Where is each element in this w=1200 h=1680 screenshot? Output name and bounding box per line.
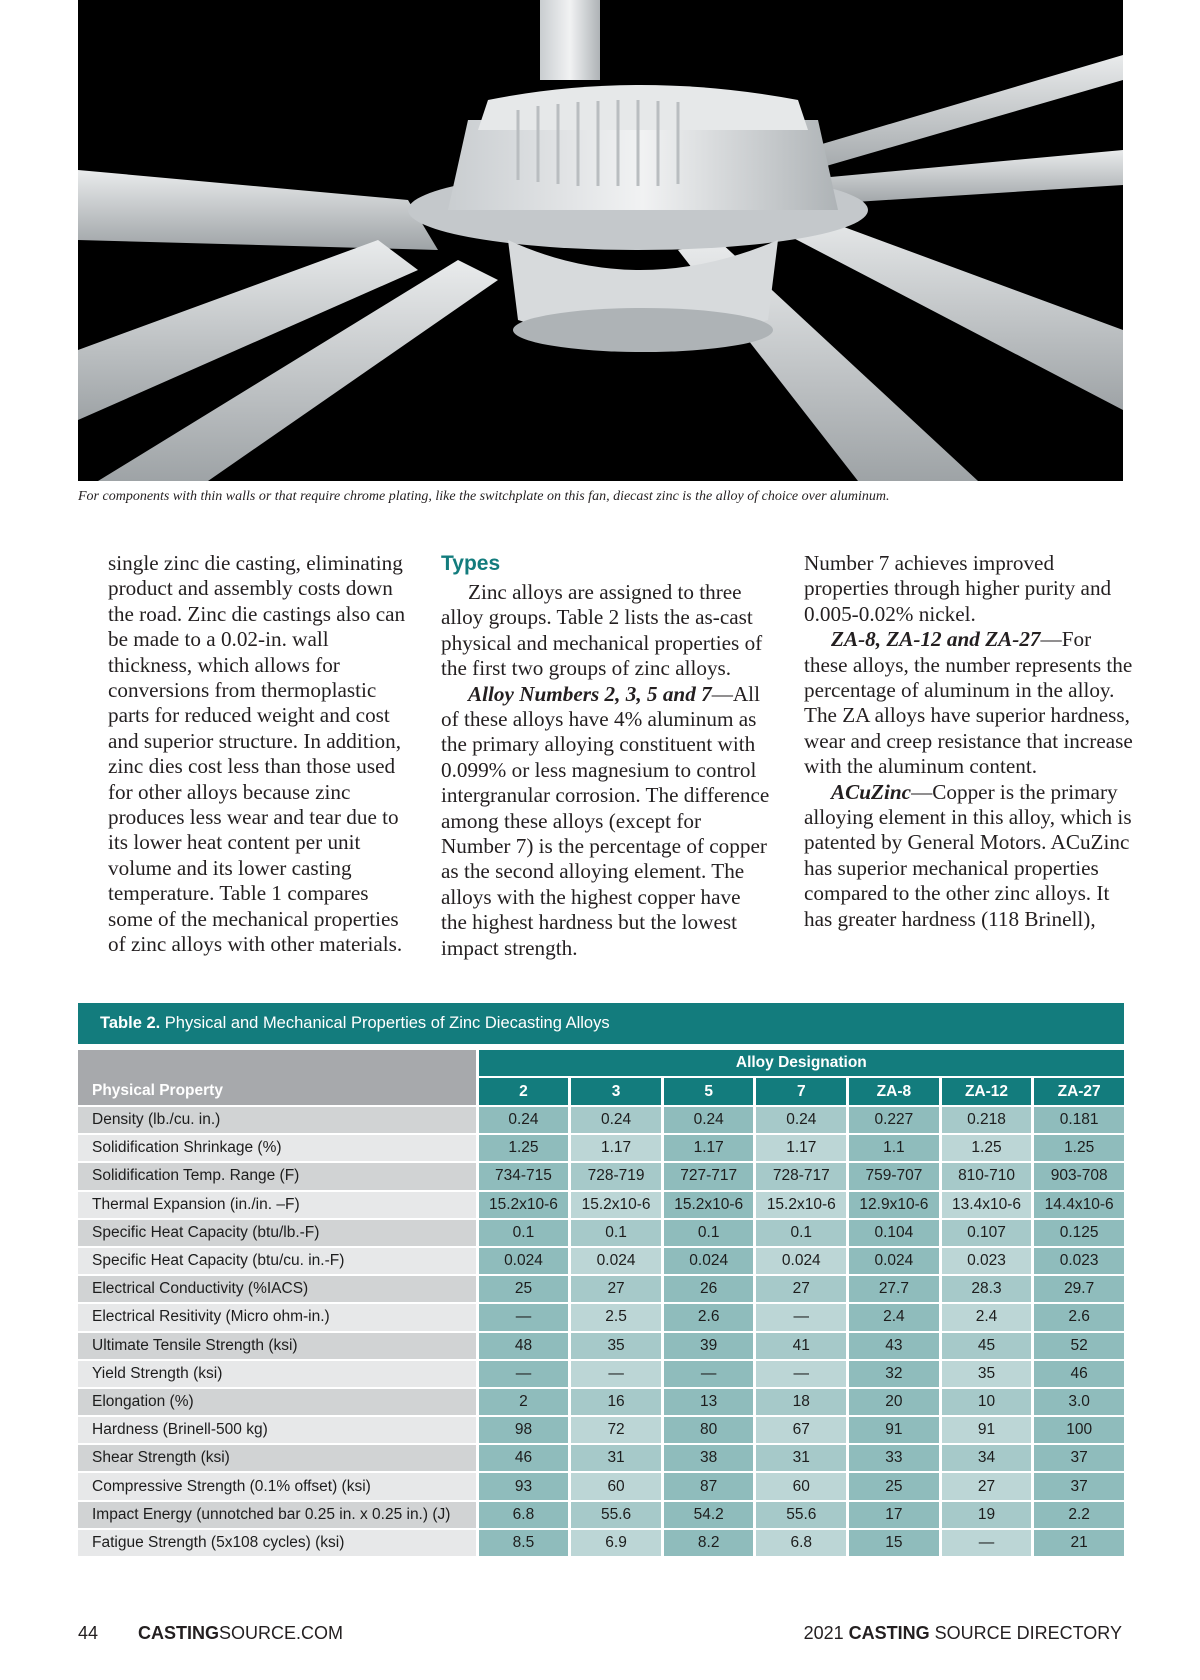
table-row: [78, 1304, 1124, 1330]
table-cell: 17: [849, 1502, 939, 1528]
table-cell: 25: [479, 1276, 569, 1302]
table-cell: 728-717: [756, 1163, 846, 1189]
table-cell: 0.24: [479, 1107, 569, 1133]
table-row: [78, 1192, 1124, 1218]
table-cell: 0.023: [1034, 1248, 1124, 1274]
table-cell: 48: [479, 1333, 569, 1359]
row-label: Yield Strength (ksi): [78, 1361, 476, 1387]
data-table: [75, 1048, 1127, 1558]
row-label: Thermal Expansion (in./in. –F): [78, 1192, 476, 1218]
table-cell: 27: [756, 1276, 846, 1302]
table-cell: 55.6: [756, 1502, 846, 1528]
table-cell: 52: [1034, 1333, 1124, 1359]
table-cell: 1.25: [479, 1135, 569, 1161]
table-cell: 14.4x10-6: [1034, 1192, 1124, 1218]
row-label: Shear Strength (ksi): [78, 1445, 476, 1471]
fan-photo: [78, 0, 1123, 481]
table-cell: 60: [571, 1473, 661, 1499]
table-cell: 19: [942, 1502, 1032, 1528]
table-cell: 15.2x10-6: [664, 1192, 754, 1218]
table-cell: 21: [1034, 1530, 1124, 1556]
table-cell: 43: [849, 1333, 939, 1359]
table-cell: —: [756, 1361, 846, 1387]
paragraph-text: —For these alloys, the number represents the percentage of aluminum in the alloy. The ZA alloys have superior hardness, wear and creep resistance that increase with the aluminum content.: [804, 627, 1133, 779]
table-cell: 33: [849, 1445, 939, 1471]
table-cell: 31: [756, 1445, 846, 1471]
table-cell: 0.24: [756, 1107, 846, 1133]
paragraph: [804, 780, 1134, 932]
table-cell: 0.024: [479, 1248, 569, 1274]
table-cell: 87: [664, 1473, 754, 1499]
table-cell: 1.25: [942, 1135, 1032, 1161]
table-cell: 13: [664, 1389, 754, 1415]
paragraph: Number 7 achieves improved properties through higher purity and 0.005-0.02% nickel.: [804, 551, 1112, 626]
table-cell: 37: [1034, 1445, 1124, 1471]
table-cell: 93: [479, 1473, 569, 1499]
table-cell: 28.3: [942, 1276, 1032, 1302]
row-label: Electrical Resitivity (Micro ohm-in.): [78, 1304, 476, 1330]
table-cell: 2.2: [1034, 1502, 1124, 1528]
table-cell: 759-707: [849, 1163, 939, 1189]
row-label: Hardness (Brinell-500 kg): [78, 1417, 476, 1443]
table-cell: 734-715: [479, 1163, 569, 1189]
table-cell: 46: [479, 1445, 569, 1471]
table-cell: 35: [942, 1361, 1032, 1387]
table-cell: 0.125: [1034, 1220, 1124, 1246]
text-column-1: [108, 551, 408, 958]
run-in-heading: Alloy Numbers 2, 3, 5 and 7: [468, 681, 712, 706]
table-row: [78, 1220, 1124, 1246]
table-cell: 903-708: [1034, 1163, 1124, 1189]
table-row: [78, 1445, 1124, 1471]
footer-year: 2021: [803, 1623, 844, 1643]
table-cell: —: [479, 1361, 569, 1387]
row-label: Impact Energy (unnotched bar 0.25 in. x 0.25 in.) (J): [78, 1502, 476, 1528]
table-cell: 2.6: [1034, 1304, 1124, 1330]
row-label: Compressive Strength (0.1% offset) (ksi): [78, 1473, 476, 1499]
table-cell: 810-710: [942, 1163, 1032, 1189]
table-cell: 2.4: [942, 1304, 1032, 1330]
table-cell: 91: [849, 1417, 939, 1443]
table-row: [78, 1417, 1124, 1443]
row-label: Specific Heat Capacity (btu/lb.-F): [78, 1220, 476, 1246]
directory-rest: SOURCE DIRECTORY: [929, 1623, 1122, 1643]
paragraph-text: —Copper is the primary alloying element in this alloy, which is patented by General Motors. ACuZinc has superior mechanical properties compared to the other zinc alloys. It has greater hardness (118 Brinell),: [804, 779, 1132, 931]
table-row: [78, 1473, 1124, 1499]
table-cell: 39: [664, 1333, 754, 1359]
alloy-column-header: 2: [479, 1078, 569, 1105]
site-name-bold: CASTING: [138, 1623, 220, 1643]
table-cell: 2: [479, 1389, 569, 1415]
table-cell: 8.5: [479, 1530, 569, 1556]
row-label: Solidification Temp. Range (F): [78, 1163, 476, 1189]
alloy-group-header: Alloy Designation: [479, 1050, 1124, 1076]
table-cell: 27: [942, 1473, 1032, 1499]
row-label: Ultimate Tensile Strength (ksi): [78, 1333, 476, 1359]
site-name-rest: SOURCE.COM: [219, 1623, 344, 1643]
table-cell: —: [479, 1304, 569, 1330]
table-cell: 2.6: [664, 1304, 754, 1330]
table-cell: 1.17: [664, 1135, 754, 1161]
table-cell: 35: [571, 1333, 661, 1359]
table-cell: 2.5: [571, 1304, 661, 1330]
table-cell: 0.104: [849, 1220, 939, 1246]
table-cell: 0.024: [756, 1248, 846, 1274]
table-cell: 0.023: [942, 1248, 1032, 1274]
table-cell: 1.17: [571, 1135, 661, 1161]
property-column-header: Physical Property: [78, 1050, 476, 1105]
section-heading: Types: [441, 552, 501, 575]
row-label: Electrical Conductivity (%IACS): [78, 1276, 476, 1302]
table-cell: 38: [664, 1445, 754, 1471]
table-row: [78, 1276, 1124, 1302]
table-cell: 60: [756, 1473, 846, 1499]
table-cell: 45: [942, 1333, 1032, 1359]
footer-right: [804, 1623, 1122, 1644]
table-title: [78, 1003, 1124, 1044]
table-cell: 15.2x10-6: [479, 1192, 569, 1218]
table-cell: —: [756, 1304, 846, 1330]
table-cell: 80: [664, 1417, 754, 1443]
table-cell: 25: [849, 1473, 939, 1499]
table-cell: 0.24: [664, 1107, 754, 1133]
run-in-heading: ACuZinc: [831, 779, 912, 804]
table-cell: 15: [849, 1530, 939, 1556]
table-cell: 12.9x10-6: [849, 1192, 939, 1218]
alloy-column-header: ZA-8: [849, 1078, 939, 1105]
table-cell: 0.24: [571, 1107, 661, 1133]
table-cell: 1.25: [1034, 1135, 1124, 1161]
table-cell: 32: [849, 1361, 939, 1387]
table-cell: 15.2x10-6: [571, 1192, 661, 1218]
table-cell: 6.9: [571, 1530, 661, 1556]
paragraph: single zinc die casting, eliminating product and assembly costs down the road. Zinc die castings also can be made to a 0.02-in. wall thickness, which allows for conversions from thermoplastic parts for reduced weight and cost and superior structure. In addition, zinc dies cost less than those used for other alloys because zinc produces less wear and tear due to its lower heat content per unit volume and its lower casting temperature. Table 1 compares some of the mechanical properties of zinc alloys with other materials.: [108, 551, 406, 957]
properties-table: [78, 1003, 1124, 1558]
table-cell: 0.1: [664, 1220, 754, 1246]
table-cell: 34: [942, 1445, 1032, 1471]
run-in-heading: ZA-8, ZA-12 and ZA-27: [831, 627, 1041, 652]
table-row: [78, 1389, 1124, 1415]
row-label: Elongation (%): [78, 1389, 476, 1415]
page-number: 44: [78, 1623, 99, 1643]
table-cell: 41: [756, 1333, 846, 1359]
table-number: Table 2.: [100, 1014, 161, 1032]
table-cell: 728-719: [571, 1163, 661, 1189]
table-cell: 27: [571, 1276, 661, 1302]
table-cell: 72: [571, 1417, 661, 1443]
table-body: [78, 1107, 1124, 1556]
table-cell: 18: [756, 1389, 846, 1415]
table-cell: —: [571, 1361, 661, 1387]
table-cell: 0.1: [571, 1220, 661, 1246]
photo-caption: For components with thin walls or that require chrome plating, like the switchplate on this fan, diecast zinc is the alloy of choice over aluminum.: [78, 489, 890, 504]
table-cell: 15.2x10-6: [756, 1192, 846, 1218]
table-cell: 0.107: [942, 1220, 1032, 1246]
paragraph: [441, 682, 771, 961]
table-cell: 6.8: [756, 1530, 846, 1556]
table-cell: 0.1: [756, 1220, 846, 1246]
table-cell: —: [942, 1530, 1032, 1556]
table-cell: 37: [1034, 1473, 1124, 1499]
table-cell: 26: [664, 1276, 754, 1302]
table-cell: 0.1: [479, 1220, 569, 1246]
table-cell: 0.024: [849, 1248, 939, 1274]
table-cell: 1.1: [849, 1135, 939, 1161]
table-cell: 27.7: [849, 1276, 939, 1302]
text-column-3: [804, 551, 1134, 932]
directory-bold: CASTING: [848, 1623, 930, 1643]
alloy-column-header: 7: [756, 1078, 846, 1105]
table-cell: 727-717: [664, 1163, 754, 1189]
table-cell: 29.7: [1034, 1276, 1124, 1302]
table-cell: 1.17: [756, 1135, 846, 1161]
table-title-text: Physical and Mechanical Properties of Zinc Diecasting Alloys: [160, 1014, 610, 1032]
table-cell: 0.181: [1034, 1107, 1124, 1133]
paragraph-text: —All of these alloys have 4% aluminum as the primary alloying constituent with 0.099% or less magnesium to control intergranular corrosion. The difference among these alloys (except for Number 7) is the percentage of copper as the second alloying element. The alloys with the highest copper have the highest hardness but the lowest impact strength.: [441, 681, 770, 960]
table-row: [78, 1333, 1124, 1359]
table-row: [78, 1107, 1124, 1133]
table-cell: 0.227: [849, 1107, 939, 1133]
row-label: Specific Heat Capacity (btu/cu. in.-F): [78, 1248, 476, 1274]
table-cell: 0.024: [664, 1248, 754, 1274]
table-cell: —: [664, 1361, 754, 1387]
table-row: [78, 1361, 1124, 1387]
text-column-2: [441, 551, 771, 961]
alloy-column-header: ZA-27: [1034, 1078, 1124, 1105]
alloy-column-header: 3: [571, 1078, 661, 1105]
table-row: [78, 1502, 1124, 1528]
footer-left: [78, 1623, 343, 1644]
table-cell: 13.4x10-6: [942, 1192, 1032, 1218]
paragraph: Zinc alloys are assigned to three alloy groups. Table 2 lists the as-cast physical and mechanical properties of the first two groups of zinc alloys.: [441, 580, 763, 681]
table-cell: 54.2: [664, 1502, 754, 1528]
table-cell: 16: [571, 1389, 661, 1415]
table-row: [78, 1248, 1124, 1274]
table-cell: 6.8: [479, 1502, 569, 1528]
table-cell: 100: [1034, 1417, 1124, 1443]
alloy-column-header: ZA-12: [942, 1078, 1032, 1105]
row-label: Solidification Shrinkage (%): [78, 1135, 476, 1161]
row-label: Density (lb./cu. in.): [78, 1107, 476, 1133]
table-cell: 91: [942, 1417, 1032, 1443]
alloy-column-header: 5: [664, 1078, 754, 1105]
table-cell: 46: [1034, 1361, 1124, 1387]
table-row: [78, 1530, 1124, 1556]
table-cell: 98: [479, 1417, 569, 1443]
table-cell: 2.4: [849, 1304, 939, 1330]
table-cell: 31: [571, 1445, 661, 1471]
table-cell: 8.2: [664, 1530, 754, 1556]
table-cell: 20: [849, 1389, 939, 1415]
table-cell: 67: [756, 1417, 846, 1443]
table-cell: 10: [942, 1389, 1032, 1415]
row-label: Fatigue Strength (5x108 cycles) (ksi): [78, 1530, 476, 1556]
fan-illustration: [78, 0, 1123, 481]
paragraph: [804, 627, 1134, 779]
table-cell: 0.024: [571, 1248, 661, 1274]
table-row: [78, 1135, 1124, 1161]
table-row: [78, 1163, 1124, 1189]
table-cell: 3.0: [1034, 1389, 1124, 1415]
table-cell: 55.6: [571, 1502, 661, 1528]
table-cell: 0.218: [942, 1107, 1032, 1133]
